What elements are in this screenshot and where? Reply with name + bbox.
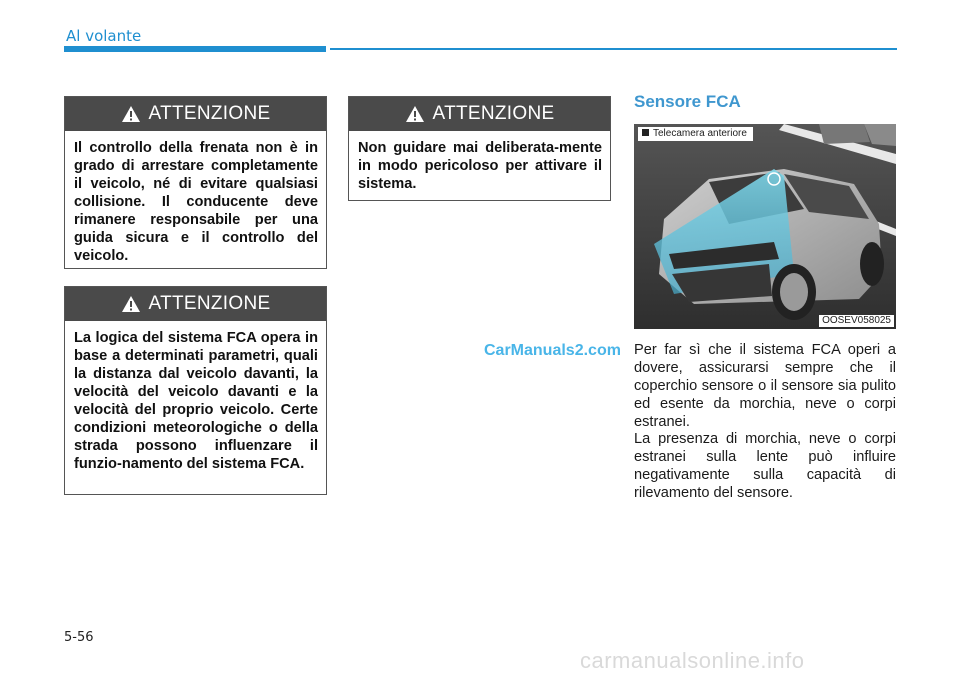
- warning-title: ATTENZIONE: [432, 103, 555, 124]
- warning-box-braking: [64, 96, 327, 269]
- warning-triangle-icon: [121, 105, 141, 123]
- header-rule-thin: [330, 48, 897, 50]
- square-bullet-icon: [642, 129, 649, 136]
- car-illustration: [634, 124, 896, 329]
- sensor-paragraph-2: La presenza di morchia, neve o corpi estranei sulla lente può influire negativamente sulla capacità di rilevamento del sensore.: [634, 431, 896, 501]
- front-camera-figure: [634, 124, 896, 329]
- warning-header: [349, 97, 610, 131]
- footer-watermark: carmanualsonline.info: [580, 648, 805, 673]
- sensor-paragraph-1: Per far sì che il sistema FCA operi a dovere, assicurarsi sempre che il coperchio sensore o il sensore sia pulito ed esente da morchia, neve o corpi estranei.: [634, 342, 896, 430]
- warning-header: [65, 287, 326, 321]
- figure-label: [638, 127, 753, 141]
- warning-header: [65, 97, 326, 131]
- warning-title: ATTENZIONE: [148, 103, 271, 124]
- warning-text: Non guidare mai deliberata-mente in modo pericoloso per attivare il sistema.: [358, 140, 602, 192]
- sensor-section-title: Sensore FCA: [634, 92, 741, 111]
- warning-text: La logica del sistema FCA opera in base a determinati parametri, quali la distanza dal veicolo davanti, la velocità del veicolo davanti e la velocità del proprio veicolo. Certe condizioni meteorologiche o della strada possono influenzare il funzio-namento del sistema FCA.: [74, 330, 318, 472]
- figure-label-text: Telecamera anteriore: [653, 128, 747, 139]
- watermark-link[interactable]: CarManuals2.com: [484, 342, 621, 359]
- warning-text: Il controllo della frenata non è in grado di arrestare completamente il veicolo, né di evitare qualsiasi collisione. Il conducente deve rimanere responsabile per una guida sicura e il controllo del veicolo.: [74, 140, 318, 264]
- warning-box-fca-logic: [64, 286, 327, 495]
- header-rule-thick: [64, 46, 326, 52]
- section-title: Al volante: [66, 27, 142, 45]
- figure-code: OOSEV058025: [819, 315, 894, 327]
- warning-triangle-icon: [405, 105, 425, 123]
- warning-box-no-dangerous-driving: [348, 96, 611, 201]
- page-number: 5-56: [64, 630, 94, 645]
- warning-triangle-icon: [121, 295, 141, 313]
- warning-title: ATTENZIONE: [148, 293, 271, 314]
